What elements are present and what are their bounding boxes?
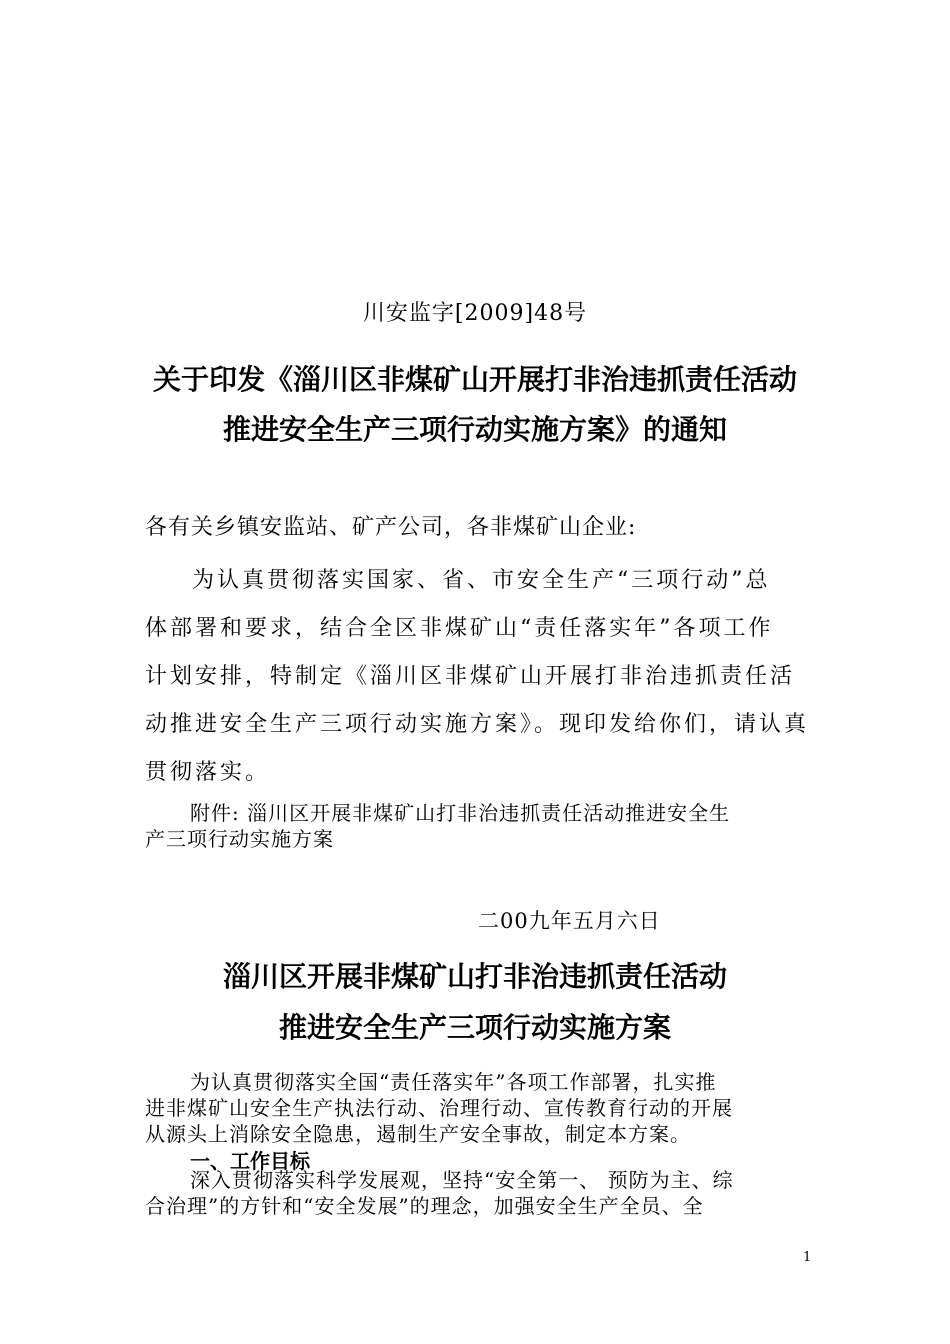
body-line: 动推进安全生产三项行动实施方案》。现印发给你们，请认真	[145, 712, 810, 737]
notice-title-line-2: 推进安全生产三项行动实施方案》的通知	[222, 413, 727, 446]
section-line: 合治理”的方针和“安全发展”的理念，加强安全生产全员、全	[145, 1194, 704, 1218]
issue-date: 二00九年五月六日	[478, 909, 661, 933]
plan-line: 进非煤矿山安全生产执法行动、治理行动、宣传教育行动的开展	[145, 1096, 733, 1120]
attachment-line: 附件: 淄川区开展非煤矿山打非治违抓责任活动推进安全生	[190, 801, 731, 825]
body-line: 计划安排，特制定《淄川区非煤矿山开展打非治违抓责任活	[145, 664, 796, 689]
document-number: 川安监字[2009]48号	[362, 301, 588, 326]
body-line: 体部署和要求，结合全区非煤矿山“责任落实年”各项工作	[145, 616, 774, 641]
plan-line: 为认真贯彻落实全国“责任落实年”各项工作部署，扎实推	[190, 1070, 717, 1094]
attachment-line: 产三项行动实施方案	[145, 827, 334, 851]
salutation: 各有关乡镇安监站、矿产公司，各非煤矿山企业:	[145, 515, 637, 540]
notice-title-line-1: 关于印发《淄川区非煤矿山开展打非治违抓责任活动	[152, 363, 797, 396]
body-line: 贯彻落实。	[145, 760, 271, 785]
plan-title-line-2: 推进安全生产三项行动实施方案	[278, 1011, 671, 1044]
section-line: 深入贯彻落实科学发展观，坚持“安全第一、 预防为主、综	[190, 1168, 734, 1192]
page-number: 1	[803, 1250, 812, 1265]
body-line: 为认真贯彻落实国家、省、市安全生产“三项行动”总	[192, 568, 771, 593]
plan-line: 从源头上消除安全隐患，遏制生产安全事故，制定本方案。	[145, 1122, 691, 1146]
section-heading: 一、工作目标	[190, 1149, 310, 1173]
plan-title-line-1: 淄川区开展非煤矿山打非治违抓责任活动	[222, 960, 727, 993]
